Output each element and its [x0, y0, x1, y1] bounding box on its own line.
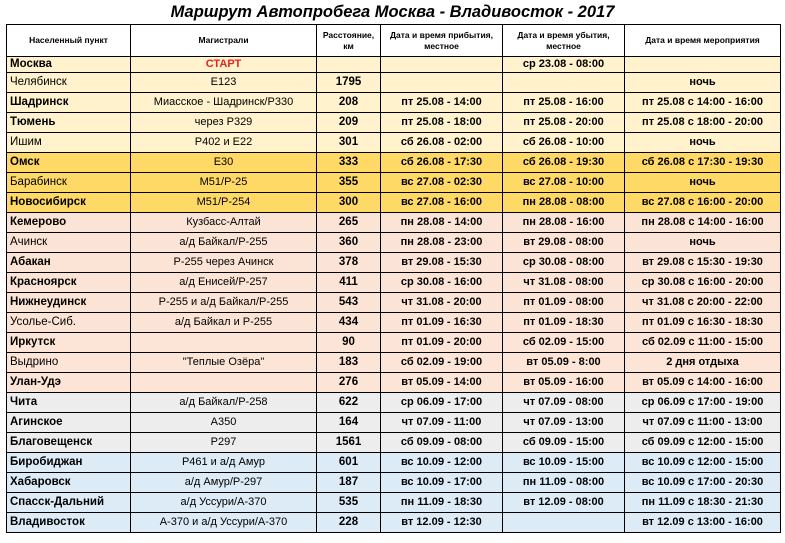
cell-arrival: чт 07.09 - 11:00	[381, 413, 503, 433]
cell-distance: 622	[317, 393, 381, 413]
table-row	[7, 273, 781, 293]
cell-city: Тюмень	[7, 113, 131, 133]
cell-arrival	[381, 73, 503, 93]
cell-distance: 543	[317, 293, 381, 313]
cell-arrival: пт 25.08 - 18:00	[381, 113, 503, 133]
table-row	[7, 133, 781, 153]
cell-highway: М51/Р-25	[131, 173, 317, 193]
cell-departure: чт 07.09 - 08:00	[503, 393, 625, 413]
cell-highway: Р297	[131, 433, 317, 453]
cell-event: чт 31.08 с 20:00 - 22:00	[625, 293, 781, 313]
cell-city: Ишим	[7, 133, 131, 153]
cell-distance: 1561	[317, 433, 381, 453]
cell-highway: а/д Амур/Р-297	[131, 473, 317, 493]
header-highway: Магистрали	[131, 25, 317, 57]
cell-departure: пт 01.09 - 08:00	[503, 293, 625, 313]
cell-highway: СТАРТ	[131, 57, 317, 73]
cell-event: вт 05.09 с 14:00 - 16:00	[625, 373, 781, 393]
cell-city: Омск	[7, 153, 131, 173]
cell-city: Нижнеудинск	[7, 293, 131, 313]
cell-arrival: вт 12.09 - 12:30	[381, 513, 503, 533]
cell-city: Барабинск	[7, 173, 131, 193]
cell-arrival	[381, 57, 503, 73]
cell-distance: 411	[317, 273, 381, 293]
table-row	[7, 253, 781, 273]
cell-event: сб 26.08 с 17:30 - 19:30	[625, 153, 781, 173]
cell-highway: а/д Енисей/Р-257	[131, 273, 317, 293]
cell-event: вс 10.09 с 17:00 - 20:30	[625, 473, 781, 493]
table-row	[7, 493, 781, 513]
table-row	[7, 393, 781, 413]
cell-distance: 360	[317, 233, 381, 253]
cell-event: ночь	[625, 233, 781, 253]
cell-city: Шадринск	[7, 93, 131, 113]
cell-distance: 164	[317, 413, 381, 433]
table-row	[7, 193, 781, 213]
cell-city: Благовещенск	[7, 433, 131, 453]
header-arrival: Дата и время прибытия, местное	[381, 25, 503, 57]
cell-distance	[317, 57, 381, 73]
cell-city: Улан-Удэ	[7, 373, 131, 393]
table-row	[7, 513, 781, 533]
cell-event: вт 29.08 с 15:30 - 19:30	[625, 253, 781, 273]
cell-distance: 1795	[317, 73, 381, 93]
cell-departure: пт 25.08 - 20:00	[503, 113, 625, 133]
cell-arrival: сб 26.08 - 02:00	[381, 133, 503, 153]
cell-departure: пн 28.08 - 08:00	[503, 193, 625, 213]
cell-distance: 378	[317, 253, 381, 273]
table-row	[7, 433, 781, 453]
cell-distance: 208	[317, 93, 381, 113]
cell-highway: а/д Байкал/Р-258	[131, 393, 317, 413]
cell-city: Иркутск	[7, 333, 131, 353]
cell-highway: Миасское - Шадринск/Р330	[131, 93, 317, 113]
cell-departure: вт 12.09 - 08:00	[503, 493, 625, 513]
table-row	[7, 113, 781, 133]
cell-distance: 601	[317, 453, 381, 473]
header-departure: Дата и время убытия, местное	[503, 25, 625, 57]
cell-event: ночь	[625, 173, 781, 193]
cell-distance: 209	[317, 113, 381, 133]
cell-departure: чт 07.09 - 13:00	[503, 413, 625, 433]
cell-arrival: ср 06.09 - 17:00	[381, 393, 503, 413]
cell-arrival: пн 28.08 - 14:00	[381, 213, 503, 233]
cell-highway: Р-255 через Ачинск	[131, 253, 317, 273]
cell-highway: а/д Уссури/А-370	[131, 493, 317, 513]
cell-distance: 265	[317, 213, 381, 233]
table-row	[7, 233, 781, 253]
cell-distance: 355	[317, 173, 381, 193]
cell-arrival: чт 31.08 - 20:00	[381, 293, 503, 313]
cell-event: ср 06.09 с 17:00 - 19:00	[625, 393, 781, 413]
table-row	[7, 333, 781, 353]
cell-highway: Кузбасс-Алтай	[131, 213, 317, 233]
cell-event: пт 25.08 с 14:00 - 16:00	[625, 93, 781, 113]
cell-distance: 276	[317, 373, 381, 393]
cell-city: Выдрино	[7, 353, 131, 373]
cell-event: вс 27.08 с 16:00 - 20:00	[625, 193, 781, 213]
cell-city: Агинское	[7, 413, 131, 433]
cell-arrival: вт 29.08 - 15:30	[381, 253, 503, 273]
cell-highway: М51/Р-254	[131, 193, 317, 213]
cell-departure: сб 26.08 - 10:00	[503, 133, 625, 153]
cell-departure: ср 23.08 - 08:00	[503, 57, 625, 73]
cell-event: вс 10.09 с 12:00 - 15:00	[625, 453, 781, 473]
cell-departure: сб 09.09 - 15:00	[503, 433, 625, 453]
table-row	[7, 473, 781, 493]
cell-distance: 90	[317, 333, 381, 353]
cell-highway: E123	[131, 73, 317, 93]
table-row	[7, 313, 781, 333]
page-title: Маршрут Автопробега Москва - Владивосток - 2017	[170, 3, 615, 21]
cell-distance: 228	[317, 513, 381, 533]
cell-departure: ср 30.08 - 08:00	[503, 253, 625, 273]
cell-city: Усолье-Сиб.	[7, 313, 131, 333]
cell-departure: пн 11.09 - 08:00	[503, 473, 625, 493]
cell-arrival: вс 10.09 - 12:00	[381, 453, 503, 473]
cell-departure: вс 27.08 - 10:00	[503, 173, 625, 193]
cell-arrival: ср 30.08 - 16:00	[381, 273, 503, 293]
cell-event: пт 25.08 с 18:00 - 20:00	[625, 113, 781, 133]
cell-city: Хабаровск	[7, 473, 131, 493]
cell-distance: 183	[317, 353, 381, 373]
cell-departure: пт 25.08 - 16:00	[503, 93, 625, 113]
cell-arrival: вс 10.09 - 17:00	[381, 473, 503, 493]
route-table	[6, 24, 781, 533]
cell-highway: Е30	[131, 153, 317, 173]
cell-distance: 187	[317, 473, 381, 493]
cell-event: сб 02.09 с 11:00 - 15:00	[625, 333, 781, 353]
cell-departure: вс 10.09 - 15:00	[503, 453, 625, 473]
table-row	[7, 453, 781, 473]
cell-highway: Р402 и Е22	[131, 133, 317, 153]
cell-arrival: вс 27.08 - 02:30	[381, 173, 503, 193]
cell-highway	[131, 373, 317, 393]
cell-city: Чита	[7, 393, 131, 413]
cell-event: чт 07.09 с 11:00 - 13:00	[625, 413, 781, 433]
table-row	[7, 213, 781, 233]
cell-departure: пт 01.09 - 18:30	[503, 313, 625, 333]
table-body	[7, 57, 781, 533]
cell-event: ночь	[625, 73, 781, 93]
cell-arrival: пт 25.08 - 14:00	[381, 93, 503, 113]
cell-highway: через Р329	[131, 113, 317, 133]
cell-departure: вт 05.09 - 16:00	[503, 373, 625, 393]
cell-arrival: пт 01.09 - 16:30	[381, 313, 503, 333]
cell-arrival: вт 05.09 - 14:00	[381, 373, 503, 393]
cell-departure: чт 31.08 - 08:00	[503, 273, 625, 293]
cell-arrival: вс 27.08 - 16:00	[381, 193, 503, 213]
cell-city: Ачинск	[7, 233, 131, 253]
cell-departure: вт 05.09 - 8:00	[503, 353, 625, 373]
cell-city: Новосибирск	[7, 193, 131, 213]
cell-event: пн 11.09 с 18:30 - 21:30	[625, 493, 781, 513]
header-distance: Расстояние, км	[317, 25, 381, 57]
cell-highway	[131, 333, 317, 353]
cell-city: Абакан	[7, 253, 131, 273]
cell-highway: А350	[131, 413, 317, 433]
cell-departure: сб 26.08 - 19:30	[503, 153, 625, 173]
cell-arrival: пн 28.08 - 23:00	[381, 233, 503, 253]
table-row	[7, 353, 781, 373]
cell-distance: 535	[317, 493, 381, 513]
cell-highway: а/д Байкал и Р-255	[131, 313, 317, 333]
table-row	[7, 413, 781, 433]
cell-distance: 434	[317, 313, 381, 333]
cell-city: Спасск-Дальний	[7, 493, 131, 513]
cell-highway: Р461 и а/д Амур	[131, 453, 317, 473]
cell-arrival: сб 09.09 - 08:00	[381, 433, 503, 453]
cell-city: Красноярск	[7, 273, 131, 293]
cell-event: пт 01.09 с 16:30 - 18:30	[625, 313, 781, 333]
cell-event: ночь	[625, 133, 781, 153]
cell-departure: вт 29.08 - 08:00	[503, 233, 625, 253]
table-row	[7, 73, 781, 93]
cell-departure: сб 02.09 - 15:00	[503, 333, 625, 353]
cell-arrival: сб 02.09 - 19:00	[381, 353, 503, 373]
cell-event: вт 12.09 с 13:00 - 16:00	[625, 513, 781, 533]
cell-city: Биробиджан	[7, 453, 131, 473]
cell-departure	[503, 73, 625, 93]
table-row	[7, 153, 781, 173]
cell-departure: пн 28.08 - 16:00	[503, 213, 625, 233]
cell-departure	[503, 513, 625, 533]
cell-city: Кемерово	[7, 213, 131, 233]
header-event: Дата и время мероприятия	[625, 25, 781, 57]
cell-event	[625, 57, 781, 73]
cell-distance: 333	[317, 153, 381, 173]
table-row	[7, 57, 781, 73]
cell-event: пн 28.08 с 14:00 - 16:00	[625, 213, 781, 233]
cell-event: ср 30.08 с 16:00 - 20:00	[625, 273, 781, 293]
cell-city: Владивосток	[7, 513, 131, 533]
table-header-row	[7, 25, 781, 57]
cell-city: Москва	[7, 57, 131, 73]
cell-highway: А-370 и а/д Уссури/А-370	[131, 513, 317, 533]
cell-highway: "Теплые Озёра"	[131, 353, 317, 373]
cell-event: сб 09.09 с 12:00 - 15:00	[625, 433, 781, 453]
cell-city: Челябинск	[7, 73, 131, 93]
table-row	[7, 373, 781, 393]
cell-event: 2 дня отдыха	[625, 353, 781, 373]
cell-arrival: сб 26.08 - 17:30	[381, 153, 503, 173]
cell-highway: Р-255 и а/д Байкал/Р-255	[131, 293, 317, 313]
table-row	[7, 173, 781, 193]
cell-arrival: пн 11.09 - 18:30	[381, 493, 503, 513]
cell-distance: 300	[317, 193, 381, 213]
cell-arrival: пт 01.09 - 20:00	[381, 333, 503, 353]
cell-distance: 301	[317, 133, 381, 153]
header-city: Населенный пункт	[7, 25, 131, 57]
table-row	[7, 293, 781, 313]
table-row	[7, 93, 781, 113]
cell-highway: а/д Байкал/Р-255	[131, 233, 317, 253]
